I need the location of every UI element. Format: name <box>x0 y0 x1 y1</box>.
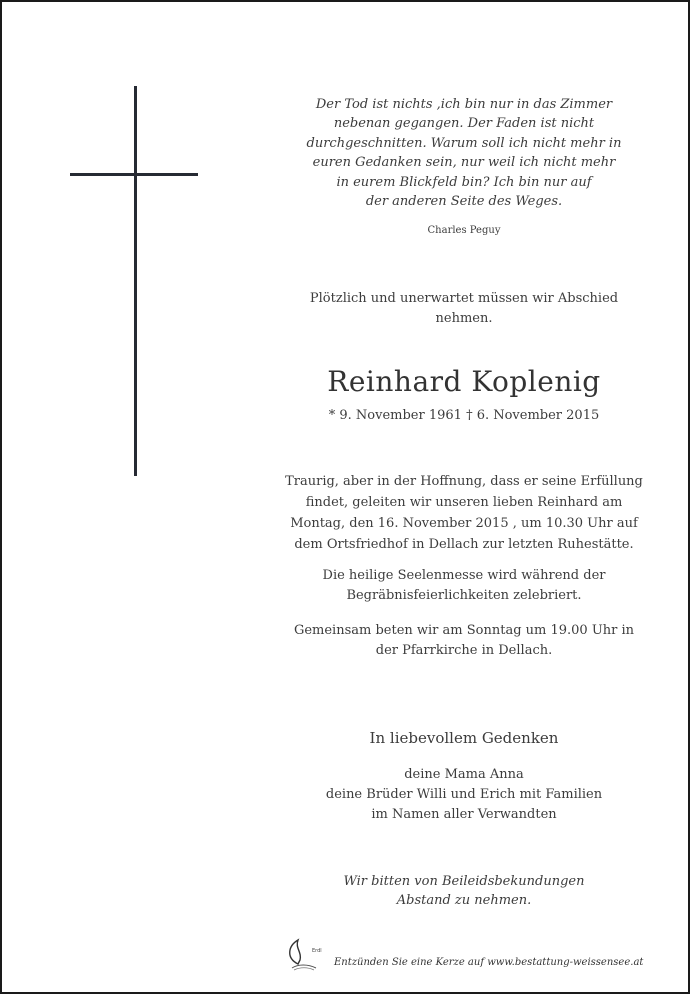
candle-link[interactable]: Entzünden Sie eine Kerze auf www.bestattung-weissensee.at <box>334 957 644 968</box>
poem-line: Der Tod ist nichts ,ich bin nur in das Zimmer <box>315 97 613 112</box>
family-line: im Namen aller Verwandten <box>371 807 557 822</box>
candle-flame-logo-icon <box>278 934 336 974</box>
intro-text <box>264 289 664 328</box>
mass-line: Begräbnisfeierlichkeiten zelebriert. <box>346 588 582 603</box>
cross-horizontal-bar <box>70 173 198 176</box>
life-dates: * 9. November 1961 † 6. November 2015 <box>328 408 600 423</box>
poem-line: durchgeschnitten. Warum soll ich nicht mehr in <box>306 135 622 151</box>
poem-line: euren Gedanken sein, nur weil ich nicht mehr <box>312 155 616 171</box>
cross-vertical-bar <box>134 86 137 476</box>
prayer-line: Gemeinsam beten wir am Sonntag um 19.00 Uhr in <box>293 623 635 638</box>
condolence-request <box>264 872 664 910</box>
funeral-line: Traurig, aber in der Hoffnung, dass er seine Erfüllung <box>285 474 643 489</box>
logo-label: Erdl <box>312 948 322 954</box>
poem-quote <box>264 95 664 211</box>
funeral-line: dem Ortsfriedhof in Dellach zur letzten Ruhestätte. <box>294 537 634 552</box>
memory-heading: In liebevollem Gedenken <box>369 729 559 747</box>
family-line: deine Mama Anna <box>404 767 524 782</box>
deceased-name: Reinhard Koplenig <box>327 365 601 398</box>
intro-line: Plötzlich und unerwartet müssen wir Abschied <box>309 291 619 306</box>
mass-line: Die heilige Seelenmesse wird während der <box>322 568 606 583</box>
poem-line: in eurem Blickfeld bin? Ich bin nur auf <box>336 174 592 190</box>
funeral-line: Montag, den 16. November 2015 , um 10.30 Uhr auf <box>290 516 638 531</box>
family-list <box>264 765 664 825</box>
poem-line: nebenan gegangen. Der Faden ist nicht <box>333 116 595 132</box>
funeral-home-logo <box>278 934 336 974</box>
mass-paragraph <box>264 566 664 606</box>
family-line: deine Brüder Willi und Erich mit Familien <box>325 787 603 802</box>
prayer-line: der Pfarrkirche in Dellach. <box>375 643 553 658</box>
prayer-paragraph <box>264 621 664 661</box>
poem-author: Charles Peguy <box>427 225 501 236</box>
poem-line: der anderen Seite des Weges. <box>365 194 563 210</box>
footer <box>278 934 658 974</box>
request-line: Wir bitten von Beileidsbekundungen <box>343 874 585 889</box>
funeral-line: findet, geleiten wir unseren lieben Reinhard am <box>305 495 623 510</box>
funeral-paragraph <box>264 471 664 555</box>
request-line: Abstand zu nehmen. <box>396 893 532 908</box>
intro-line: nehmen. <box>435 310 493 326</box>
